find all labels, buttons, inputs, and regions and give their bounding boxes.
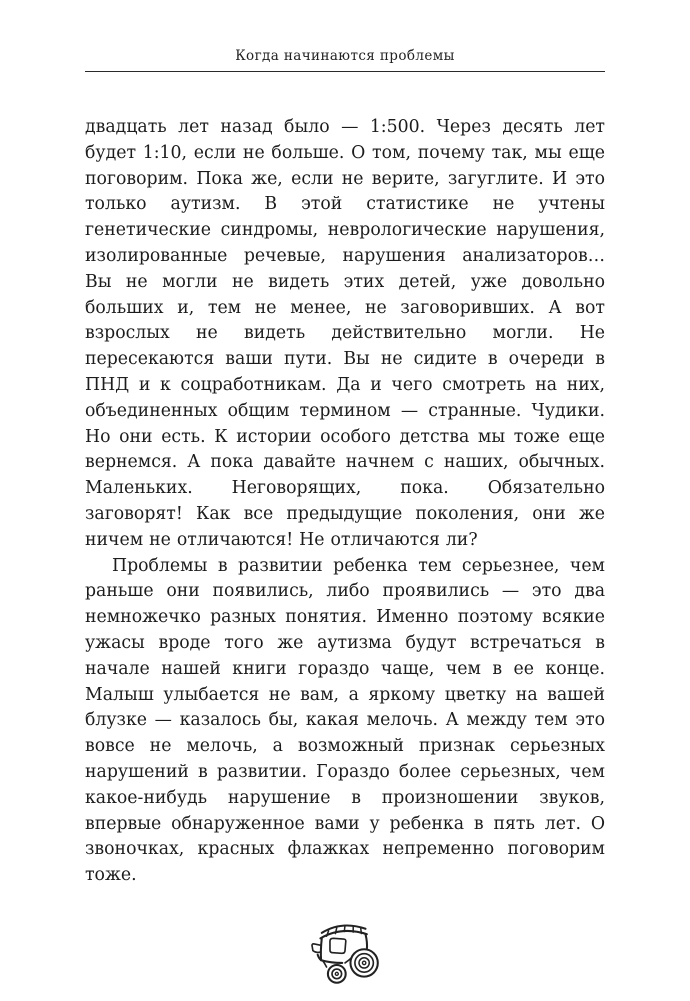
- tractor-illustration: [85, 915, 605, 993]
- running-head: [85, 48, 605, 72]
- header-rule: [85, 71, 605, 72]
- body-text: [85, 115, 605, 889]
- toy-tractor-icon: [304, 915, 386, 989]
- running-head-title: Когда начинаются проблемы: [235, 48, 455, 64]
- paragraph-continuation: двадцать лет назад было — 1:500. Через десять лет будет 1:10, если не больше. О том, почему так, мы еще поговорим. Пока же, если не верите, загуглите. И это только аутизм. В этой статистике не учтены генетические синдромы, неврологические нарушения, изолированные речевые, нарушения анализаторов… Вы не могли не видеть этих детей, уже довольно больших и, тем не менее, не заговоривших. А вот взрослых не видеть действительно могли. Не пересекаются ваши пути. Вы не сидите в очереди в ПНД и к соцработникам. Да и чего смотреть на них, объединенных общим термином — странные. Чудики. Но они есть. К истории особого детства мы тоже еще вернемся. А пока давайте начнем с наших, обычных. Маленьких. Неговорящих, пока. Обязательно заговорят! Как все предыдущие поколения, они же ничем не отличаются! Не отличаются ли?: [85, 117, 605, 550]
- paragraph: Проблемы в развитии ребенка тем серьезнее, чем раньше они появились, либо проявились — это два немножечко разных понятия. Именно поэтому всякие ужасы вроде того же аутизма будут встречаться в начале нашей книги гораздо чаще, чем в ее конце. Малыш улыбается не вам, а яркому цветку на вашей блузке — казалось бы, какая мелочь. А между тем это вовсе не мелочь, а возможный признак серьезных нарушений в развитии. Гораздо более серьезных, чем какое-нибудь нарушение в произношении звуков, впервые обнаруженное вами у ребенка в пять лет. О звоночках, красных флажках непременно поговорим тоже.: [85, 555, 605, 886]
